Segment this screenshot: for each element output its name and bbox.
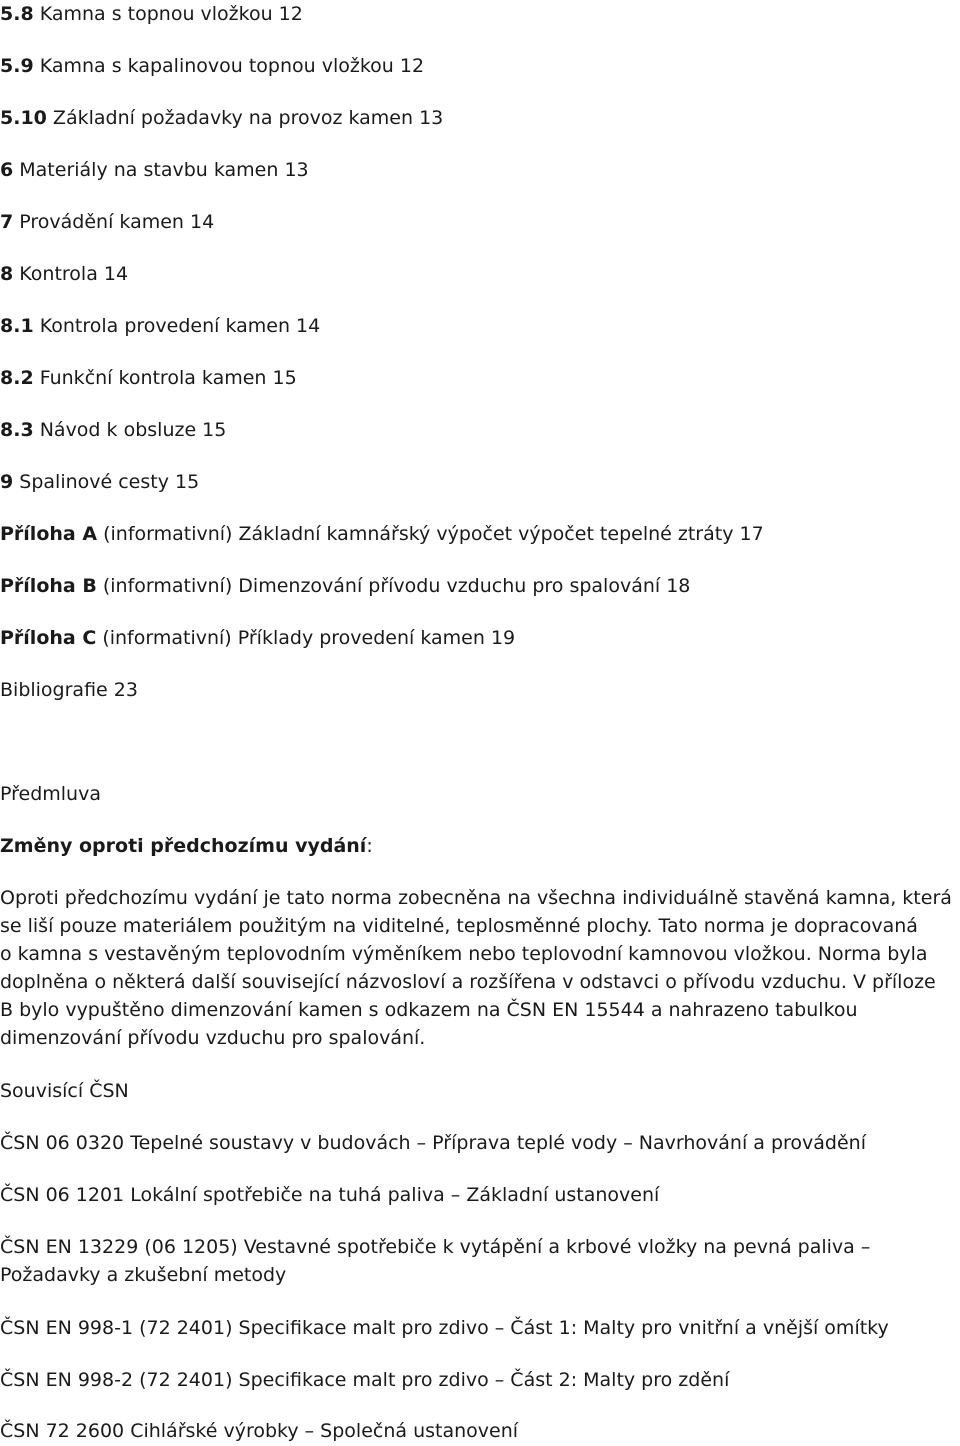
toc-entry-8: 8 Kontrola 14 bbox=[0, 263, 129, 285]
toc-entry-5-8: 5.8 Kamna s topnou vložkou 12 bbox=[0, 3, 303, 25]
related-heading: Souvisící ČSN bbox=[0, 1080, 129, 1102]
toc-entry-annex-b: Příloha B (informativní) Dimenzování přívodu vzduchu pro spalování 18 bbox=[0, 575, 691, 597]
foreword-heading: Předmluva bbox=[0, 783, 101, 805]
related-item-csn-en-998-1: ČSN EN 998-1 (72 2401) Specifikace malt pro zdivo – Část 1: Malty pro vnitřní a vnější omítky bbox=[0, 1317, 889, 1339]
toc-entry-annex-c: Příloha C (informativní) Příklady provedení kamen 19 bbox=[0, 627, 516, 649]
related-item-csn-72-2600: ČSN 72 2600 Cihlářské výrobky – Společná ustanovení bbox=[0, 1420, 519, 1442]
toc-entry-8-2: 8.2 Funkční kontrola kamen 15 bbox=[0, 367, 297, 389]
toc-entry-7: 7 Provádění kamen 14 bbox=[0, 211, 215, 233]
related-item-csn-en-13229: ČSN EN 13229 (06 1205) Vestavné spotřebiče k vytápění a krbové vložky na pevná paliva – Požadavky a zkušební metody bbox=[0, 1236, 871, 1286]
toc-entry-bibliography: Bibliografie 23 bbox=[0, 679, 138, 701]
changes-heading: Změny oproti předchozímu vydání: bbox=[0, 835, 373, 857]
toc-entry-6: 6 Materiály na stavbu kamen 13 bbox=[0, 159, 309, 181]
related-item-csn-06-1201: ČSN 06 1201 Lokální spotřebiče na tuhá paliva – Základní ustanovení bbox=[0, 1184, 660, 1206]
related-item-csn-06-0320: ČSN 06 0320 Tepelné soustavy v budovách – Příprava teplé vody – Navrhování a provádění bbox=[0, 1132, 866, 1154]
toc-entry-9: 9 Spalinové cesty 15 bbox=[0, 471, 200, 493]
toc-entry-8-3: 8.3 Návod k obsluze 15 bbox=[0, 419, 227, 441]
toc-entry-5-9: 5.9 Kamna s kapalinovou topnou vložkou 12 bbox=[0, 55, 425, 77]
changes-paragraph: Oproti předchozímu vydání je tato norma zobecněna na všechna individuálně stavěná kamna, která se liší pouze materiálem použitým na viditelné, teplosměnné plochy. Tato norma je dopracovaná o kamna s vestavěným teplovodním výměníkem nebo teplovodní kamnovou vložkou. Norma byla doplněna o některá další související názvosloví a rozšířena v odstavci o přívodu vzduchu. V příloze B bylo vypuštěno dimenzování kamen s odkazem na ČSN EN 15544 a nahrazeno tabulkou dimenzování přívodu vzduchu pro spalování. bbox=[0, 887, 952, 1049]
toc-entry-8-1: 8.1 Kontrola provedení kamen 14 bbox=[0, 315, 321, 337]
toc-entry-5-10: 5.10 Základní požadavky na provoz kamen 13 bbox=[0, 107, 444, 129]
related-item-csn-en-998-2: ČSN EN 998-2 (72 2401) Specifikace malt pro zdivo – Část 2: Malty pro zdění bbox=[0, 1369, 730, 1391]
toc-entry-annex-a: Příloha A (informativní) Základní kamnářský výpočet výpočet tepelné ztráty 17 bbox=[0, 523, 764, 545]
